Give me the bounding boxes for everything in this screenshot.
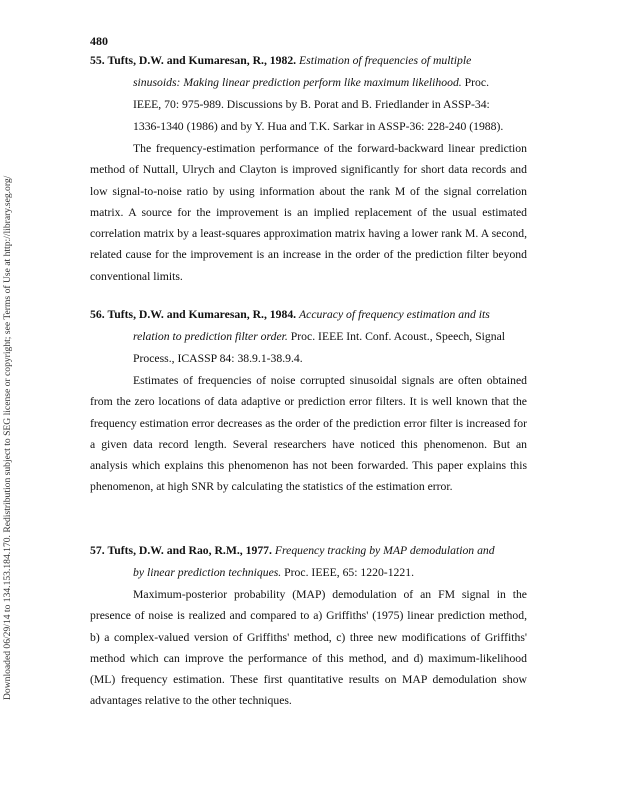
reference-authors: Tufts, D.W. and Kumaresan, R., 1984. bbox=[107, 308, 297, 321]
citation-line bbox=[90, 304, 527, 326]
reference-title: relation to prediction filter order. bbox=[133, 330, 288, 343]
reference-number: 55. bbox=[90, 54, 105, 67]
citation-line bbox=[90, 540, 527, 562]
reference-title: by linear prediction techniques. bbox=[133, 566, 282, 579]
reference-authors: Tufts, D.W. and Kumaresan, R., 1982. bbox=[107, 54, 297, 67]
reference-number: 57. bbox=[90, 544, 105, 557]
citation-line bbox=[90, 562, 527, 584]
reference-title: sinusoids: Making linear prediction perform like maximum likelihood. bbox=[133, 76, 462, 89]
reference-source: Proc. IEEE Int. Conf. Acoust., Speech, Signal bbox=[290, 330, 506, 343]
citation-line bbox=[90, 326, 527, 348]
reference-source: Proc. IEEE, 65: 1220-1221. bbox=[284, 566, 414, 579]
reference-title: Estimation of frequencies of multiple bbox=[299, 54, 472, 67]
reference-entry-55 bbox=[90, 50, 527, 287]
reference-source: Proc. bbox=[464, 76, 489, 89]
reference-title: Accuracy of frequency estimation and its bbox=[299, 308, 490, 321]
reference-abstract: The frequency-estimation performance of the forward-backward linear prediction method of Nuttall, Ulrych and Clayton is improved significantly for short data records and low signal-to-noise ratio by using information about the rank M of the signal correlation matrix. A source for the improvement is an implied replacement of the usual estimated correlation matrix by a least-squares approximation matrix having a lower rank M. A second, related cause for the improvement is an increase in the order of the prediction filter beyond conventional limits. bbox=[90, 142, 527, 283]
reference-source: IEEE, 70: 975-989. Discussions by B. Porat and B. Friedlander in ASSP-34: bbox=[133, 98, 490, 111]
reference-entry-56 bbox=[90, 304, 527, 498]
page-number: 480 bbox=[90, 34, 108, 48]
reference-abstract: Maximum-posterior probability (MAP) demodulation of an FM signal in the presence of noise is realized and compared to a) Griffiths' (1975) linear prediction method, b) a complex-valued version of Griffiths' method, c) three new modifications of Griffiths' method which can improve the performance of this method, and d) maximum-likelihood (ML) frequency estimation. These first quantitative results on MAP demodulation show advantages relative to the other techniques. bbox=[90, 588, 527, 708]
download-notice: Downloaded 06/29/14 to 134.153.184.170. Redistribution subject to SEG license or copyright; see Terms of Use at http://library.seg.org/ bbox=[2, 175, 13, 700]
reference-number: 56. bbox=[90, 308, 105, 321]
citation-line bbox=[90, 50, 527, 72]
citation-line bbox=[90, 72, 527, 94]
reference-abstract: Estimates of frequencies of noise corrupted sinusoidal signals are often obtained from the zero locations of data adaptive or prediction error filters. It is well known that the frequency estimation error decreases as the order of the prediction error filter is increased for a given data record length. Several researchers have noticed this phenomenon. But an analysis which explains this phenomenon has not been forwarded. This paper explains this phenomenon, at high SNR by calculating the statistics of the estimation error. bbox=[90, 374, 527, 494]
reference-entry-57 bbox=[90, 540, 527, 712]
reference-title: Frequency tracking by MAP demodulation and bbox=[274, 544, 495, 557]
reference-source: Process., ICASSP 84: 38.9.1-38.9.4. bbox=[133, 352, 303, 365]
reference-authors: Tufts, D.W. and Rao, R.M., 1977. bbox=[107, 544, 272, 557]
reference-source: 1336-1340 (1986) and by Y. Hua and T.K. Sarkar in ASSP-36: 228-240 (1988). bbox=[133, 120, 504, 133]
